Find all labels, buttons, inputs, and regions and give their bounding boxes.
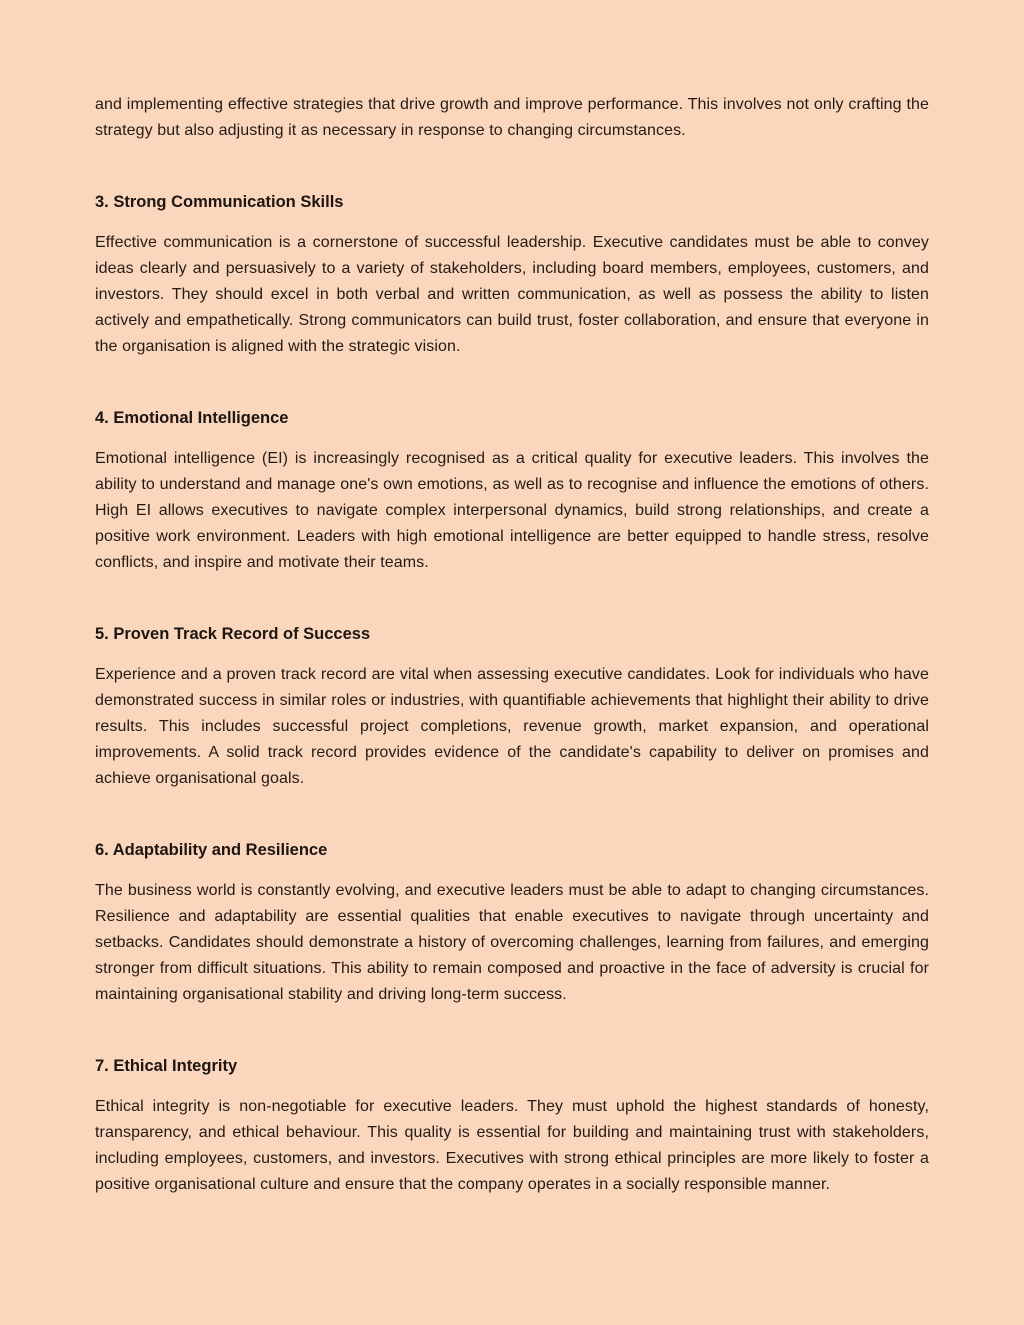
section-heading: 3. Strong Communication Skills: [95, 193, 344, 211]
section-emotional-intelligence: [95, 405, 929, 576]
intro-paragraph: and implementing effective strategies that drive growth and improve performance. This involves not only crafting the strategy but also adjusting it as necessary in response to changing circumstances.: [95, 96, 929, 139]
section-body: Ethical integrity is non-negotiable for executive leaders. They must uphold the highest standards of honesty, transparency, and ethical behaviour. This quality is essential for building and maintaining trust with stakeholders, including employees, customers, and investors. Executives with strong ethical principles are more likely to foster a positive organisational culture and ensure that the company operates in a socially responsible manner.: [95, 1098, 929, 1193]
section-heading: 5. Proven Track Record of Success: [95, 625, 371, 643]
section-body: Emotional intelligence (EI) is increasingly recognised as a critical quality for executive leaders. This involves the ability to understand and manage one's own emotions, as well as to recognise and influence the emotions of others. High EI allows executives to navigate complex interpersonal dynamics, build strong relationships, and create a positive work environment. Leaders with high emotional intelligence are better equipped to handle stress, resolve conflicts, and inspire and motivate their teams.: [95, 450, 929, 571]
section-ethical-integrity: [95, 1053, 929, 1198]
section-body: The business world is constantly evolving, and executive leaders must be able to adapt to changing circumstances. Resilience and adaptability are essential qualities that enable executives to navigate through uncertainty and setbacks. Candidates should demonstrate a history of overcoming challenges, learning from failures, and emerging stronger from difficult situations. This ability to remain composed and proactive in the face of adversity is crucial for maintaining organisational stability and driving long-term success.: [95, 882, 929, 1003]
section-adaptability-resilience: [95, 837, 929, 1008]
section-heading: 6. Adaptability and Resilience: [95, 841, 328, 859]
section-communication-skills: [95, 189, 929, 360]
section-track-record: [95, 621, 929, 792]
section-heading: 4. Emotional Intelligence: [95, 409, 289, 427]
section-body: Experience and a proven track record are vital when assessing executive candidates. Look for individuals who have demonstrated success in similar roles or industries, with quantifiable achievements that highlight their ability to drive results. This includes successful project completions, revenue growth, market expansion, and operational improvements. A solid track record provides evidence of the candidate's capability to deliver on promises and achieve organisational goals.: [95, 666, 929, 787]
section-body: Effective communication is a cornerstone of successful leadership. Executive candidates must be able to convey ideas clearly and persuasively to a variety of stakeholders, including board members, employees, customers, and investors. They should excel in both verbal and written communication, as well as possess the ability to listen actively and empathetically. Strong communicators can build trust, foster collaboration, and ensure that everyone in the organisation is aligned with the strategic vision.: [95, 234, 929, 355]
section-heading: 7. Ethical Integrity: [95, 1057, 238, 1075]
